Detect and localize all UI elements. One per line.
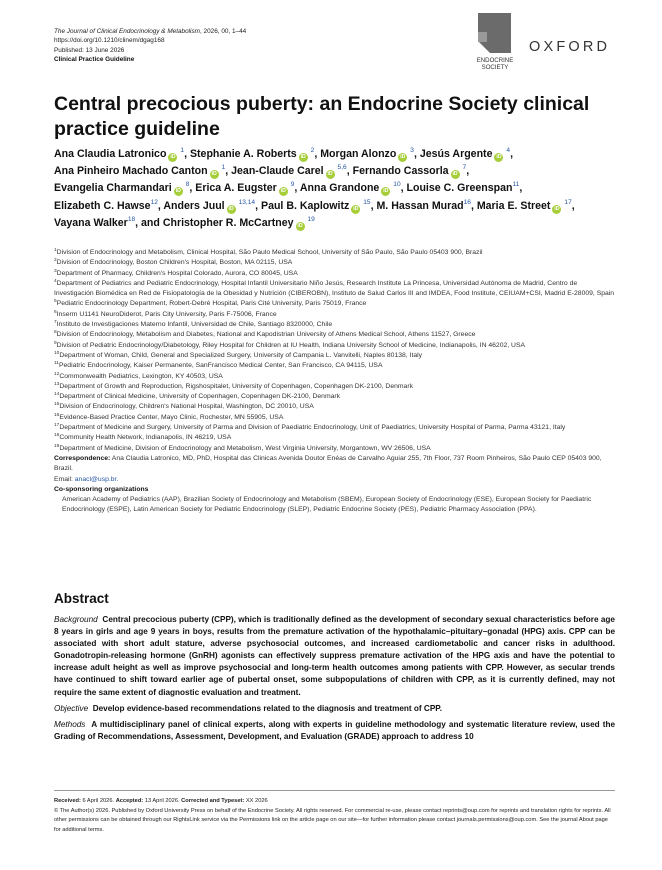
author-name[interactable] xyxy=(163,217,294,229)
correspondence: Correspondence: Ana Claudia Latronico, MD, PhD, Hospital das Clinicas Avenida Doutor Enéas de Carvalho Aguiar 255, 7th Floor, 737 Room Pinheiros, São Paulo CEP 05403 900, Brazil. xyxy=(54,454,602,473)
author-separator: , xyxy=(225,165,232,178)
affiliation-number: 10 xyxy=(54,350,60,356)
orcid-icon[interactable]: iD xyxy=(175,188,181,195)
affiliation xyxy=(54,372,616,382)
author-name-text: Christopher R. McCartney xyxy=(162,216,294,229)
orcid-icon[interactable]: iD xyxy=(327,171,333,178)
orcid-icon[interactable]: iD xyxy=(452,171,458,178)
affiliation-ref[interactable]: 16 xyxy=(463,198,471,206)
author-name-text: Erica A. Eugster xyxy=(195,182,277,195)
author-separator: , xyxy=(510,148,514,160)
affiliation-number: 5 xyxy=(54,299,57,305)
affiliation-text: Commonwealth Pediatrics, Lexington, KY 40503, USA xyxy=(59,372,223,380)
author-separator: , xyxy=(184,148,190,160)
affiliation-ref[interactable]: 5,6 xyxy=(337,164,347,172)
affiliation-text: Pediatric Endocrinology, Kaiser Permanente, SanFrancisco Medical Center, San Francisco, CA 94115, USA xyxy=(58,362,383,370)
author-name-text: Anna Grandone xyxy=(299,182,380,195)
affiliation-number: 8 xyxy=(54,330,57,336)
orcid-icon[interactable]: iD xyxy=(383,188,389,195)
cosponsoring-label: Co-sponsoring organizations xyxy=(54,485,149,493)
author-name-text: Paul B. Kaplowitz xyxy=(261,199,350,212)
author-name[interactable] xyxy=(163,200,224,212)
author-separator: , xyxy=(370,199,377,212)
author-name-text: Maria E. Street xyxy=(476,199,551,212)
affiliation xyxy=(54,330,616,340)
author-separator: , xyxy=(400,182,407,195)
author-name-text: Evangelia Charmandari xyxy=(54,182,172,195)
author-name-text: M. Hassan Murad xyxy=(376,199,464,212)
affiliation-number: 11 xyxy=(54,361,59,367)
author-separator: , xyxy=(294,182,300,195)
abstract-objective: Objective Develop evidence-based recommendations related to the diagnosis and treatment of CPP. xyxy=(54,703,442,713)
affiliation xyxy=(54,382,616,392)
affiliation xyxy=(54,423,616,433)
affiliation xyxy=(54,310,616,320)
author-separator: , xyxy=(571,199,575,212)
publisher-logos xyxy=(476,13,616,83)
affiliation-ref[interactable]: 19 xyxy=(307,215,315,223)
cosponsoring-text: American Academy of Pediatrics (AAP), Brazilian Society of Endocrinology and Metabolism (SBEM), European Society of Endocrinology (ESE), European Society for Paediatric Endocrinology (ESPE), Latin American Society for Pediatric Endocrinology (SLEP), Pediatric Endocrine Society (PES), Pediatric Pharmacy Association (PPA). xyxy=(62,496,592,514)
email-link[interactable]: anacl@usp.br. xyxy=(74,475,119,483)
orcid-icon[interactable]: iD xyxy=(211,171,217,178)
affiliation-text: Instituto de Investigaciones Materno Infantil, Universidad de Chile, Santiago 8320000, Chile xyxy=(56,321,333,329)
orcid-icon[interactable]: iD xyxy=(496,154,502,160)
affiliation-ref[interactable]: 7 xyxy=(462,164,467,172)
affiliation-ref[interactable]: 10 xyxy=(393,181,401,189)
affiliation-number: 13 xyxy=(54,381,60,387)
author-name-text: Vayana Walker xyxy=(54,216,128,229)
journal-citation: The Journal of Clinical Endocrinology & Metabolism, 2026, 00, 1–44 xyxy=(54,28,247,35)
affiliation-text: Department of Medicine and Surgery, University of Parma and Division of Paediatric Endocrinology, Unit of Paediatrics, University Hospital of Parma, Parma 43121, Italy xyxy=(59,424,566,432)
affiliation-number: 4 xyxy=(54,278,57,284)
affiliation xyxy=(54,269,616,279)
affiliation-number: 7 xyxy=(54,320,57,326)
affiliation xyxy=(54,279,616,300)
author-name-text: Fernando Cassorla xyxy=(352,165,449,178)
affiliation-ref[interactable]: 11 xyxy=(512,181,520,189)
author-separator: , xyxy=(189,182,196,195)
affiliation xyxy=(54,444,616,454)
author-name-text: Elizabeth C. Hawse xyxy=(54,199,151,212)
author-separator: , xyxy=(466,165,470,178)
author-name-text: Stephanie A. Roberts xyxy=(189,148,297,160)
author-separator: , xyxy=(470,199,477,212)
affiliation-number: 3 xyxy=(54,268,57,274)
affiliation-text: Department of Clinical Medicine, University of Copenhagen, Copenhagen DK-2100, Denmark xyxy=(59,393,341,401)
author-separator: , xyxy=(519,182,523,195)
affiliation-ref[interactable]: 12 xyxy=(150,198,158,206)
orcid-icon[interactable]: iD xyxy=(353,205,359,212)
affiliation-ref[interactable]: 9 xyxy=(290,181,295,189)
affiliation-ref[interactable]: 8 xyxy=(185,181,190,189)
article-footer xyxy=(54,797,616,835)
affiliation-ref[interactable]: 4 xyxy=(506,147,511,154)
affiliation-text: Department of Growth and Reproduction, Rigshospitalet, University of Copenhagen, Copenhagen DK-2100, Denmark xyxy=(59,382,413,390)
author-name[interactable] xyxy=(420,148,493,160)
affiliation-number: 15 xyxy=(54,402,60,408)
affiliation-ref[interactable]: 1 xyxy=(180,147,185,154)
abstract-heading: Abstract xyxy=(54,591,109,606)
author-name-text: Morgan Alonzo xyxy=(320,148,397,160)
affiliation-text: Department of Pharmacy, Children's Hospital Colorado, Aurora, CO 80045, USA xyxy=(56,269,298,277)
affiliation-list xyxy=(54,248,616,454)
footer-divider xyxy=(54,790,615,791)
affiliation-text: Department of Woman, Child, General and Specialized Surgery, University of Campania L. Vanvitelli, Naples 80138, Italy xyxy=(59,351,423,359)
author-name[interactable] xyxy=(376,200,463,212)
affiliation xyxy=(54,392,616,402)
article-title: Central precocious puberty: an Endocrine Society clinical practice guideline xyxy=(54,93,590,140)
affiliation-number: 12 xyxy=(54,371,60,377)
orcid-icon[interactable]: iD xyxy=(170,154,176,160)
abstract-body xyxy=(54,614,615,747)
orcid-icon[interactable]: iD xyxy=(400,154,406,160)
author-name-text: Ana Pinheiro Machado Canton xyxy=(54,165,208,178)
affiliation-text: Department of Medicine, Division of Endocrinology and Metabolism, West Virginia University, Morgantown, WV 26506, USA xyxy=(59,444,431,452)
author-name[interactable] xyxy=(407,182,513,194)
author-name[interactable] xyxy=(231,165,323,177)
affiliation-number: 9 xyxy=(54,340,57,346)
affiliation xyxy=(54,320,616,330)
affiliation xyxy=(54,258,616,268)
orcid-icon[interactable]: iD xyxy=(300,154,306,160)
author-separator: , xyxy=(413,148,420,160)
endocrine-society-wordmark: ENDOCRINE SOCIETY xyxy=(476,57,514,71)
author-name[interactable] xyxy=(320,148,396,160)
affiliation-number: 17 xyxy=(54,423,60,429)
orcid-icon[interactable]: iD xyxy=(554,205,560,212)
author-name-text: Jesús Argente xyxy=(419,148,493,160)
affiliation-text: Pediatric Endocrinology Department, Robert-Debré Hospital, Paris Cité University, Paris 75019, France xyxy=(56,300,367,308)
author-name[interactable] xyxy=(477,200,551,212)
oxford-logo: OXFORD xyxy=(529,39,611,55)
email-line: Email: anacl@usp.br. xyxy=(54,475,119,483)
affiliation-ref[interactable]: 15 xyxy=(363,198,371,206)
affiliation-number: 1 xyxy=(54,248,57,253)
author-name[interactable] xyxy=(54,217,128,229)
endocrine-society-logo-icon xyxy=(476,13,514,55)
author-name[interactable] xyxy=(54,200,151,212)
affiliation-text: Division of Endocrinology, Children's National Hospital, Washington, DC 20010, USA xyxy=(59,403,314,411)
affiliation-ref[interactable]: 3 xyxy=(410,147,414,154)
author-separator: , xyxy=(314,148,321,160)
author-name[interactable] xyxy=(190,148,297,160)
orcid-icon[interactable]: iD xyxy=(228,205,234,212)
published-date: Published: 13 June 2026 xyxy=(54,46,125,54)
author-name-text: Louise C. Greenspan xyxy=(406,182,513,195)
affiliation xyxy=(54,361,616,371)
author-separator: , and xyxy=(135,216,163,229)
author-name[interactable] xyxy=(54,165,208,177)
affiliation-text: Division of Endocrinology, Metabolism and Diabetes, National and Kapodistrian University of Athens Medical School, Athens 11527, Greece xyxy=(56,331,476,339)
author-separator: , xyxy=(346,165,353,178)
article-dates: Received: 6 April 2026. Accepted: 13 April 2026. Corrected and Typeset: XX 2026 xyxy=(54,798,268,804)
orcid-icon[interactable]: iD xyxy=(280,188,286,195)
affiliation-text: Division of Endocrinology, Boston Children's Hospital, Boston, MA 02115, USA xyxy=(56,259,293,267)
author-separator: , xyxy=(157,199,164,212)
affiliation-number: 2 xyxy=(54,258,57,264)
affiliation-ref[interactable]: 13,14 xyxy=(238,198,256,206)
copyright-notice: © The Author(s) 2026. Published by Oxford University Press on behalf of the Endocrine Society. All rights reserved. For commercial re-use, please contact reprints@oup.com for reprints and translation rights for reprints. All other permissions can be obtained through our RightsLink service via the Permissions link on the article page on our site—for further information please contact journals.permissions@oup.com. See the journal About page for additional terms. xyxy=(54,807,611,833)
affiliation-ref[interactable]: 18 xyxy=(127,215,136,223)
affiliations-block xyxy=(54,248,616,516)
article-category: Clinical Practice Guideline xyxy=(54,56,135,64)
affiliation-text: Evidence-Based Practice Center, Mayo Clinic, Rochester, MN 55905, USA xyxy=(59,413,284,421)
journal-header xyxy=(54,27,246,65)
author-name[interactable] xyxy=(195,182,276,194)
author-list xyxy=(54,146,624,232)
affiliation-number: 18 xyxy=(54,433,60,439)
affiliation-number: 6 xyxy=(54,309,57,315)
affiliation-text: Community Health Network, Indianapolis, IN 46219, USA xyxy=(59,434,232,442)
affiliation xyxy=(54,248,616,258)
affiliation xyxy=(54,351,616,361)
affiliation xyxy=(54,413,616,423)
author-name[interactable] xyxy=(353,165,449,177)
affiliation-text: Division of Endocrinology and Metabolism, Clinical Hospital, São Paulo Medical School, University of São Paulo, São Paulo 05403 900, Brazil xyxy=(56,249,483,256)
affiliation xyxy=(54,299,616,309)
author-name-text: Anders Juul xyxy=(163,199,225,212)
author-name[interactable] xyxy=(261,200,349,212)
author-name[interactable] xyxy=(54,182,172,194)
author-name-text: Jean-Claude Carel xyxy=(231,165,324,178)
doi-link[interactable]: https://doi.org/10.1210/clinem/dgag168 xyxy=(54,37,165,45)
author-name[interactable] xyxy=(300,182,379,194)
affiliation-ref[interactable]: 17 xyxy=(564,198,572,206)
affiliation-number: 16 xyxy=(54,412,60,418)
affiliation-ref[interactable]: 2 xyxy=(310,147,315,154)
affiliation-ref[interactable]: 1 xyxy=(221,164,226,172)
affiliation xyxy=(54,402,616,412)
affiliation-text: Division of Pediatric Endocrinology/Diabetology, Riley Hospital for Children at IU Health, Indiana University School of Medicine, Indianapolis, IN 46202, USA xyxy=(56,341,526,349)
author-name-text: Ana Claudia Latronico xyxy=(54,148,167,160)
author-name[interactable] xyxy=(54,148,166,160)
affiliation-text: Department of Pediatrics and Pediatric Endocrinology, Hospital Infantil Universitario Niño Jesús, Research Institute La Princesa, Universidad Autónoma de Madrid, Centro de Investigación Biomédica en Red de Fisiopatología de la Obesidad y Nutrición (CIBEROBN), Instituto de Salud Carlos III and IMDEA, Food Institute, CEIUAM+CSI, Madrid E-28009, Spain xyxy=(54,279,615,298)
affiliation xyxy=(54,341,616,351)
abstract-background: Background Central precocious puberty (CPP), which is traditionally defined as the development of secondary sexual characteristics before age 8 years in girls and age 9 years in boys, results from the premature activation of the hypothalamic–pituitary–gonadal (HPG) axis. CPP can be associated with short adult stature, adverse psychosocial outcomes, and increased cardiometabolic and cancer risks in adulthood. Gonadotropin-releasing hormone (GnRH) agonists can effectively suppress premature activation of the HPG axis and have the potential to increase adult height as well as improve psychosocial and long-term health outcomes among patients with CPP. However, as secular trends have continued to shift toward earlier age of pubertal onset, some subpopulations of children with CPP, as it is currently defined, may not require the same extent of diagnostic evaluation and treatment. xyxy=(54,615,615,697)
affiliation-number: 14 xyxy=(54,392,60,398)
orcid-icon[interactable]: iD xyxy=(297,222,303,229)
author-separator: , xyxy=(255,199,261,212)
affiliation xyxy=(54,433,616,443)
affiliation-text: Inserm U1141 NeuroDiderot, Paris City University, Paris F-75006, France xyxy=(56,310,277,318)
affiliation-number: 19 xyxy=(54,443,60,449)
abstract-methods: Methods A multidisciplinary panel of clinical experts, along with experts in guideline methodology and systematic literature review, used the Grading of Recommendations, Assessment, Development, and Evaluation (GRADE) approach to address 10 xyxy=(54,719,615,741)
